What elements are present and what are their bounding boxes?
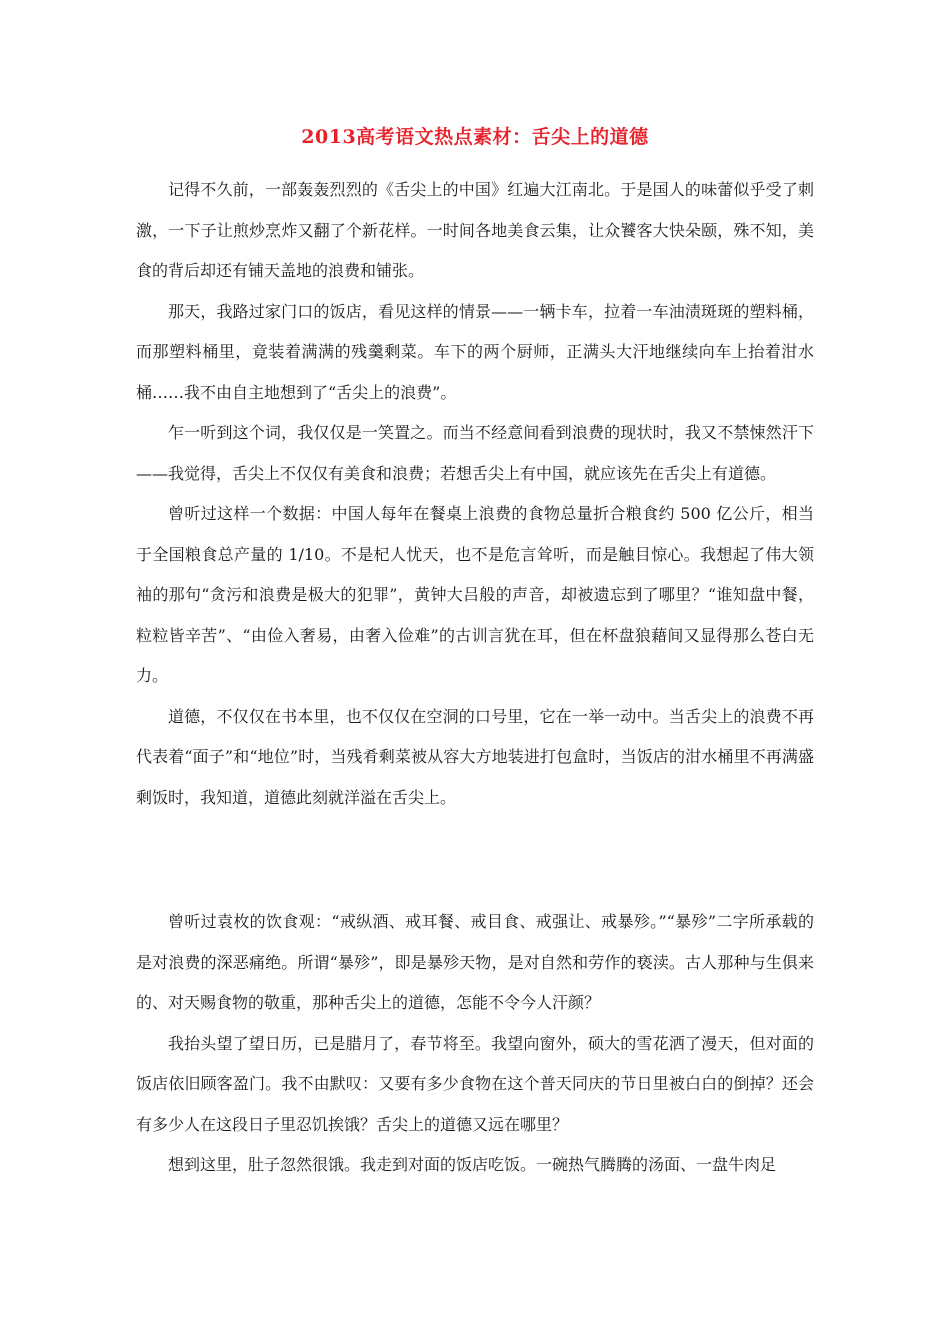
paragraph-1: 记得不久前，一部轰轰烈烈的《舌尖上的中国》红遍大江南北。于是国人的味蕾似乎受了刺激，一下子让煎炒烹炸又翻了个新花样。一时间各地美食云集，让众饕客大快朵颐，殊不知，美食的背后却还有铺天盖地的浪费和铺张。 [136, 180, 814, 280]
paragraph-8: 想到这里，肚子忽然很饿。我走到对面的饭店吃饭。一碗热气腾腾的汤面、一盘牛肉足 [168, 1155, 777, 1174]
page-title: 2013高考语文热点素材：舌尖上的道德 [301, 126, 649, 148]
paragraph-4: 曾听过这样一个数据：中国人每年在餐桌上浪费的食物总量折合粮食约 500 亿公斤，相当于全国粮食总产量的 1/10。不是杞人忧天，也不是危言耸听，而是触目惊心。我想起了伟大领袖的那句“贪污和浪费是极大的犯罪”，黄钟大吕般的声音，却被遗忘到了哪里？“谁知盘中餐，粒粒皆辛苦”、“由俭入奢易，由奢入俭难”的古训言犹在耳，但在杯盘狼藉间又显得那么苍白无力。 [136, 504, 814, 685]
paragraph-5: 道德，不仅仅在书本里，也不仅仅在空洞的口号里，它在一举一动中。当舌尖上的浪费不再代表着“面子”和“地位”时，当残肴剩菜被从容大方地装进打包盒时，当饭店的泔水桶里不再满盛剩饭时，我知道，道德此刻就洋溢在舌尖上。 [136, 706, 814, 807]
paragraph-2: 那天，我路过家门口的饭店，看见这样的情景——一辆卡车，拉着一车油渍斑斑的塑料桶，而那塑料桶里，竟装着满满的残羹剩菜。车下的两个厨师，正满头大汗地继续向车上抬着泔水桶……我不由自主地想到了“舌尖上的浪费”。 [136, 301, 814, 402]
paragraph-6: 曾听过袁枚的饮食观：“戒纵酒、戒耳餐、戒目食、戒强让、戒暴殄。”“暴殄”二字所承载的是对浪费的深恶痛绝。所谓“暴殄”，即是暴殄天物，是对自然和劳作的亵渎。古人那种与生俱来的、对天赐食物的敬重，那种舌尖上的道德，怎能不令今人汗颜？ [136, 912, 814, 1012]
article-body [136, 170, 814, 1186]
section-gap [136, 818, 814, 902]
paragraph-3: 乍一听到这个词，我仅仅是一笑置之。而当不经意间看到浪费的现状时，我又不禁悚然汗下——我觉得，舌尖上不仅仅有美食和浪费；若想舌尖上有中国，就应该先在舌尖上有道德。 [136, 423, 814, 483]
paragraph-7: 我抬头望了望日历，已是腊月了，春节将至。我望向窗外，硕大的雪花洒了漫天，但对面的饭店依旧顾客盈门。我不由默叹：又要有多少食物在这个普天同庆的节日里被白白的倒掉？还会有多少人在这段日子里忍饥挨饿？舌尖上的道德又远在哪里？ [136, 1033, 814, 1134]
